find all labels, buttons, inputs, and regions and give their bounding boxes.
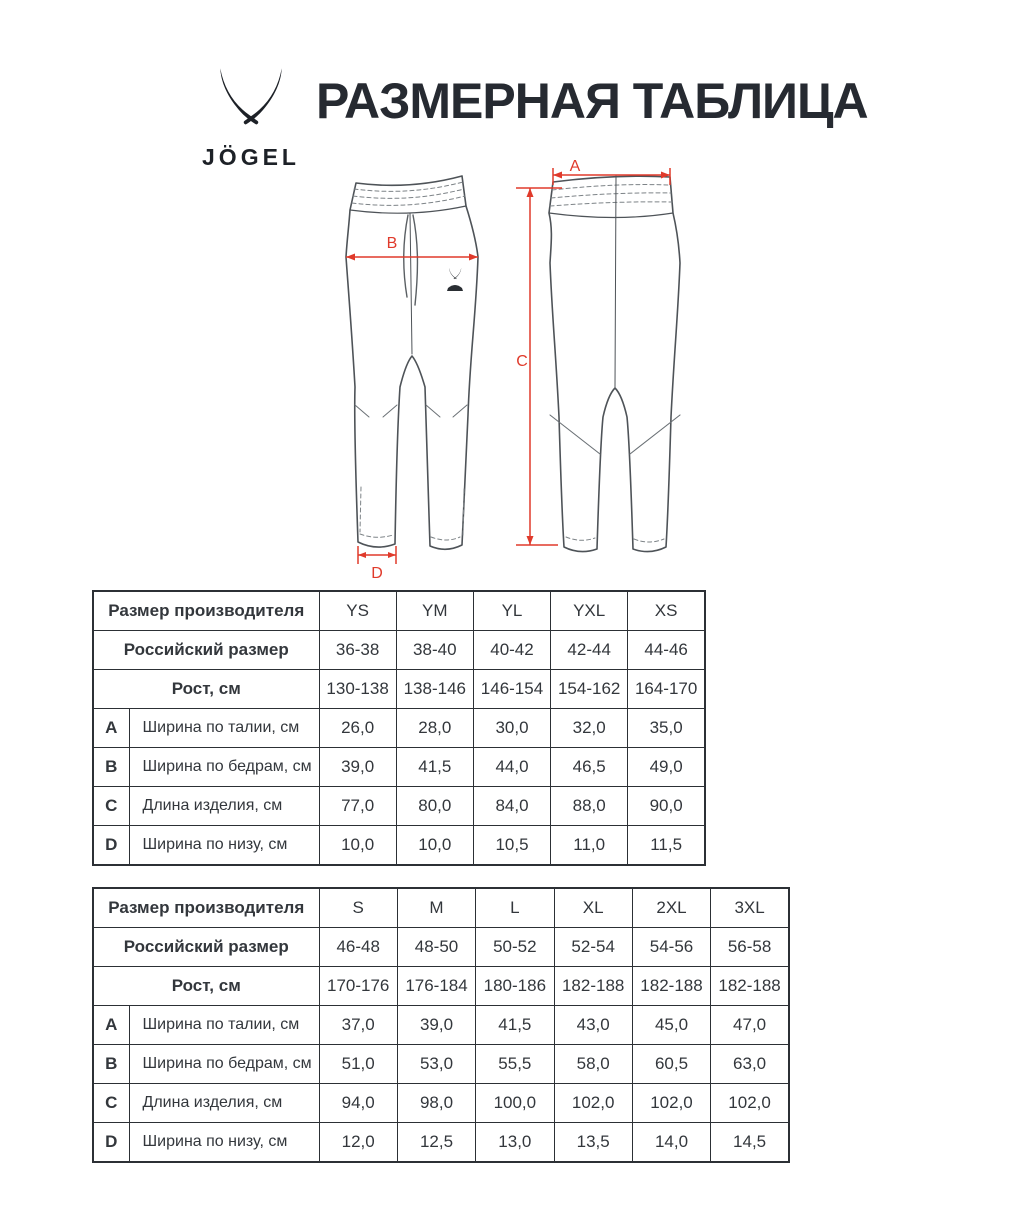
measure-value: 84,0	[473, 787, 550, 826]
measure-value: 13,0	[476, 1123, 554, 1163]
dimension-letter: C	[93, 787, 129, 826]
size-value: 170-176	[319, 967, 397, 1006]
size-value: 176-184	[397, 967, 475, 1006]
size-value: XL	[554, 888, 632, 928]
table-header-row	[93, 591, 705, 631]
measure-value: 14,0	[632, 1123, 710, 1163]
size-value: 3XL	[711, 888, 789, 928]
dimension-letter: D	[93, 1123, 129, 1163]
measure-value: 80,0	[396, 787, 473, 826]
size-value: M	[397, 888, 475, 928]
size-value: 138-146	[396, 670, 473, 709]
measure-value: 37,0	[319, 1006, 397, 1045]
dimension-c-label: C	[516, 353, 528, 370]
measure-value: 10,5	[473, 826, 550, 866]
measure-value: 12,0	[319, 1123, 397, 1163]
measure-value: 28,0	[396, 709, 473, 748]
table-header-row	[93, 670, 705, 709]
size-value: 2XL	[632, 888, 710, 928]
row-label: Рост, см	[93, 967, 319, 1006]
measure-value: 11,5	[628, 826, 705, 866]
measure-value: 14,5	[711, 1123, 789, 1163]
table-measure-row	[93, 1006, 789, 1045]
measure-value: 77,0	[319, 787, 396, 826]
measure-value: 44,0	[473, 748, 550, 787]
size-value: 164-170	[628, 670, 705, 709]
row-label: Российский размер	[93, 631, 319, 670]
size-table-youth-grid	[92, 590, 706, 866]
measure-label: Ширина по талии, см	[129, 709, 319, 748]
size-value: XS	[628, 591, 705, 631]
size-value: 40-42	[473, 631, 550, 670]
measure-value: 13,5	[554, 1123, 632, 1163]
size-value: 48-50	[397, 928, 475, 967]
table-measure-row	[93, 1084, 789, 1123]
measure-value: 35,0	[628, 709, 705, 748]
size-value: 180-186	[476, 967, 554, 1006]
measure-value: 26,0	[319, 709, 396, 748]
measure-label: Ширина по талии, см	[129, 1006, 319, 1045]
measure-value: 39,0	[319, 748, 396, 787]
measure-value: 43,0	[554, 1006, 632, 1045]
measure-value: 45,0	[632, 1006, 710, 1045]
row-label: Размер производителя	[93, 591, 319, 631]
measure-value: 32,0	[551, 709, 628, 748]
dimension-letter: B	[93, 748, 129, 787]
size-value: 44-46	[628, 631, 705, 670]
measure-value: 10,0	[319, 826, 396, 866]
size-value: YS	[319, 591, 396, 631]
measure-label: Длина изделия, см	[129, 787, 319, 826]
table-header-row	[93, 631, 705, 670]
table-measure-row	[93, 1045, 789, 1084]
measure-value: 88,0	[551, 787, 628, 826]
measure-value: 10,0	[396, 826, 473, 866]
size-value: 146-154	[473, 670, 550, 709]
pants-back-view	[549, 176, 680, 552]
table-measure-row	[93, 748, 705, 787]
size-value: L	[476, 888, 554, 928]
size-value: 182-188	[711, 967, 789, 1006]
brand-wordmark: JÖGEL	[202, 144, 300, 170]
table-measure-row	[93, 1123, 789, 1163]
measure-value: 30,0	[473, 709, 550, 748]
measure-value: 63,0	[711, 1045, 789, 1084]
table-header-row	[93, 967, 789, 1006]
size-value: 36-38	[319, 631, 396, 670]
dimension-d-label: D	[371, 565, 383, 582]
dimension-b-label: B	[386, 235, 398, 252]
pants-size-diagram	[330, 155, 700, 585]
measure-label: Ширина по низу, см	[129, 1123, 319, 1163]
measure-label: Ширина по бедрам, см	[129, 748, 319, 787]
size-table-youth	[92, 590, 706, 866]
measure-value: 39,0	[397, 1006, 475, 1045]
size-table-adult	[92, 887, 790, 1163]
measure-value: 100,0	[476, 1084, 554, 1123]
measure-value: 94,0	[319, 1084, 397, 1123]
dimension-letter: C	[93, 1084, 129, 1123]
size-value: YL	[473, 591, 550, 631]
size-table-adult-grid	[92, 887, 790, 1163]
measure-value: 102,0	[711, 1084, 789, 1123]
table-header-row	[93, 888, 789, 928]
measure-value: 55,5	[476, 1045, 554, 1084]
measure-value: 41,5	[476, 1006, 554, 1045]
table-header-row	[93, 928, 789, 967]
table-measure-row	[93, 787, 705, 826]
measure-value: 51,0	[319, 1045, 397, 1084]
size-value: 130-138	[319, 670, 396, 709]
measure-value: 46,5	[551, 748, 628, 787]
measure-value: 53,0	[397, 1045, 475, 1084]
jogel-v-icon	[215, 56, 287, 140]
size-value: 52-54	[554, 928, 632, 967]
measure-value: 60,5	[632, 1045, 710, 1084]
size-value: S	[319, 888, 397, 928]
size-value: 50-52	[476, 928, 554, 967]
measure-value: 12,5	[397, 1123, 475, 1163]
table-measure-row	[93, 709, 705, 748]
dimension-letter: A	[93, 709, 129, 748]
measure-value: 102,0	[632, 1084, 710, 1123]
page-title: РАЗМЕРНАЯ ТАБЛИЦА	[316, 73, 868, 129]
measure-value: 90,0	[628, 787, 705, 826]
size-value: 56-58	[711, 928, 789, 967]
measure-value: 11,0	[551, 826, 628, 866]
brand-logo	[190, 56, 312, 171]
dimension-letter: D	[93, 826, 129, 866]
size-value: 182-188	[554, 967, 632, 1006]
dimension-letter: B	[93, 1045, 129, 1084]
row-label: Российский размер	[93, 928, 319, 967]
size-value: 54-56	[632, 928, 710, 967]
measure-value: 102,0	[554, 1084, 632, 1123]
size-value: 42-44	[551, 631, 628, 670]
dimension-a-label: A	[569, 158, 581, 175]
size-value: 182-188	[632, 967, 710, 1006]
measure-label: Ширина по бедрам, см	[129, 1045, 319, 1084]
measure-label: Ширина по низу, см	[129, 826, 319, 866]
dimension-letter: A	[93, 1006, 129, 1045]
size-value: 38-40	[396, 631, 473, 670]
row-label: Рост, см	[93, 670, 319, 709]
table-measure-row	[93, 826, 705, 866]
size-value: 46-48	[319, 928, 397, 967]
pants-front-view	[346, 176, 478, 549]
size-value: 154-162	[551, 670, 628, 709]
measure-value: 58,0	[554, 1045, 632, 1084]
measure-value: 41,5	[396, 748, 473, 787]
measure-label: Длина изделия, см	[129, 1084, 319, 1123]
size-value: YXL	[551, 591, 628, 631]
measure-value: 49,0	[628, 748, 705, 787]
row-label: Размер производителя	[93, 888, 319, 928]
dimension-d-arrow	[358, 546, 396, 564]
size-value: YM	[396, 591, 473, 631]
measure-value: 98,0	[397, 1084, 475, 1123]
measure-value: 47,0	[711, 1006, 789, 1045]
